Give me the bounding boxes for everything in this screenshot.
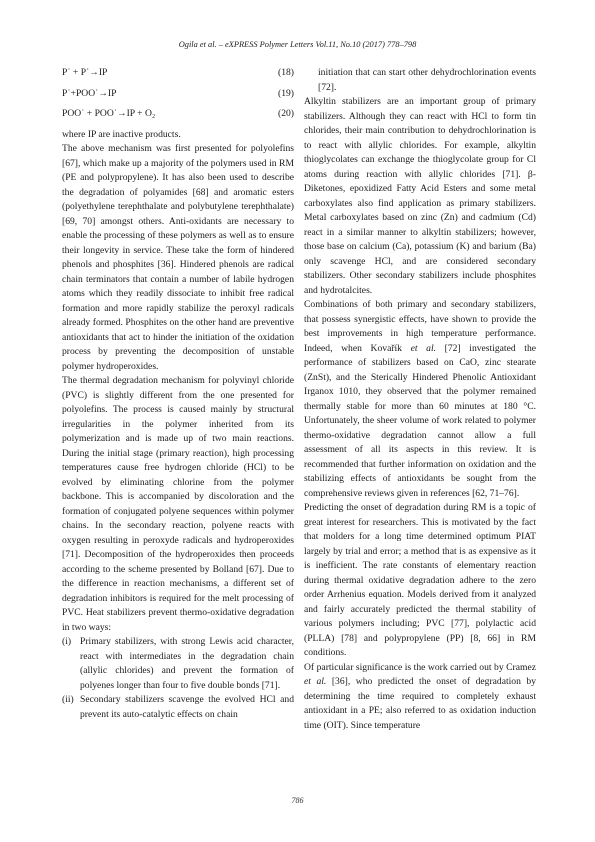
text-run: [36], who predicted the onset of degradation by determining the time required to completely exhaust antioxidant in a PE; also referred to as oxidation induction time (OIT). Since temperature [304,676,537,731]
text-run: [72] investigated the performance of stabilizers based on CaO, zinc stearate (ZnSt), and the Sterically Hindered Phenolic Antioxidant Irganox 1010, they observed that the polymer remained thermally stable for more than 60 minutes at 180 °C. Unfortunately, the sheer volume of work related to polymer thermo-oxidative degradation cannot allow a full assessment of all its aspects in this review. It is recommended that further information on oxidation and the stabilizing effects of antioxidants be sought from the comprehensive reviews given in references [62, 71–76]. [304,342,536,499]
paragraph [304,298,536,501]
left-column [62,66,294,722]
equation-18 [62,66,294,81]
equation-expr: P˙ + P˙→IP [62,67,108,78]
italic-run: et al. [410,342,437,354]
equation-number: (20) [278,108,294,119]
list-text: Primary stabilizers, with strong Lewis acid character, react with intermediates in the degradation chain (allylic chlorides) and prevent the formation of polyenes longer than four to five double bonds [71]. [80,636,294,691]
paragraph: Alkyltin stabilizers are an important group of primary stabilizers. Although they can react with HCl to form tin chlorides, their main contribution to dehydrochlorination is to react with allylic chlorides. For example, alkyltin thioglycolates can exchange the thioglycolate group for Cl atoms during reaction with allylic chlorides [71]. β-Diketones, epoxidized Fatty Acid Esters and some metal carboxylates also find application as primary stabilizers. Metal carboxylates based on zinc (Zn) and cadmium (Cd) react in a similar manner to alkyltin stabilizers; however, those base on calcium (Ca), potassium (K) and barium (Ba) only scavenge HCl, and are considered secondary stabilizers. Other secondary stabilizers include phosphites and hydrotalcites. [304,96,536,296]
paragraph: The thermal degradation mechanism for polyvinyl chloride (PVC) is slightly different from the one presented for polyolefins. The process is caused mainly by structural irregularities in the polymer inherited from its polymerization and is made up of two main reactions. During the initial stage (primary reaction), high processing temperatures cause free hydrogen chloride (HCl) to be evolved by eliminating chlorine from the polymer backbone. This is accompanied by discoloration and the formation of conjugated polyene sequences within polymer chains. In the secondary reaction, polyene reacts with oxygen resulting in peroxyde radicals and hydroperoxides [71]. Decomposition of the hydroperoxides then proceeds according to the scheme presented by Bolland [67]. Due to the difference in reaction mechanisms, a different set of degradation inhibitors is required for the melt processing of PVC. Heat stabilizers prevent thermo-oxidative degradation in two ways: [62,375,294,633]
equation-expr: POO˙ + POO˙→IP + O₂ [62,108,156,119]
list-marker: (ii) [62,694,74,705]
right-column [304,66,536,733]
list-marker: (i) [62,636,72,647]
equation-number: (19) [278,87,294,99]
list-text: Secondary stabilizers scavenge the evolved HCl and prevent its auto-catalytic effects on chain [80,694,294,720]
paragraph: where IP are inactive products. [62,128,181,140]
italic-run: et al. [304,676,327,687]
list-continuation: initiation that can start other dehydrochlorination events [72]. [318,67,536,93]
equation-20 [62,107,294,122]
paragraph: The above mechanism was first presented for polyolefins [67], which make up a majority of the polymers used in RM (PE and polypropylene). It has also been used to describe the degradation of polyamides [68] and aromatic esters (polyethylene terephthalate and polybutylene terephthalate) [69, 70] amongst others. Anti-oxidants are necessary to enable the processing of these polymers as well as to ensure their longevity in service. These take the form of hindered phenols and phosphites [36]. Hindered phenols are radical chain terminators that contain a number of labile hydrogen atoms which they readily dissociate to inhibit free radical formation and more rapidly stabilize the peroxyl radicals already formed. Phosphites on the other hand are preventive antioxidants that act to hinder the initiation of the oxidation process by preventing the decomposition of unstable polymer hydroperoxides. [62,143,294,372]
paragraph [304,661,536,734]
equation-expr: P˙+POO˙→IP [62,87,117,99]
text-run: Of particular significance is the work carried out by Cramez [304,661,536,673]
running-header: Ogila et al. – eXPRESS Polymer Letters Vol.11, No.10 (2017) 778–798 [178,40,417,49]
equation-number: (18) [278,67,294,78]
list-item [62,693,294,722]
list-item [62,635,294,693]
paragraph: Predicting the onset of degradation during RM is a topic of great interest for researchers. This is motivated by the fact that molders for a long time determined optimum PIAT largely by trial and error; a method that is as expensive as it is inefficient. The rate constants of elementary reaction during thermal oxidative degradation adhere to the zero order Arrhenius equation. Models derived from it analyzed and fairly accurately predicted the thermal stability of various polymers including; PVC [77], polylactic acid (PLLA) [78] and polypropylene (PP) [8, 66] in RM conditions. [304,502,536,658]
text-run: Combinations of both primary and secondary stabilizers, that possess synergistic effects, have shown to provide the best improvements in high temperature performance. Indeed, when Kovařík [304,299,536,354]
page-number: 786 [291,796,304,805]
equation-19 [62,87,294,102]
